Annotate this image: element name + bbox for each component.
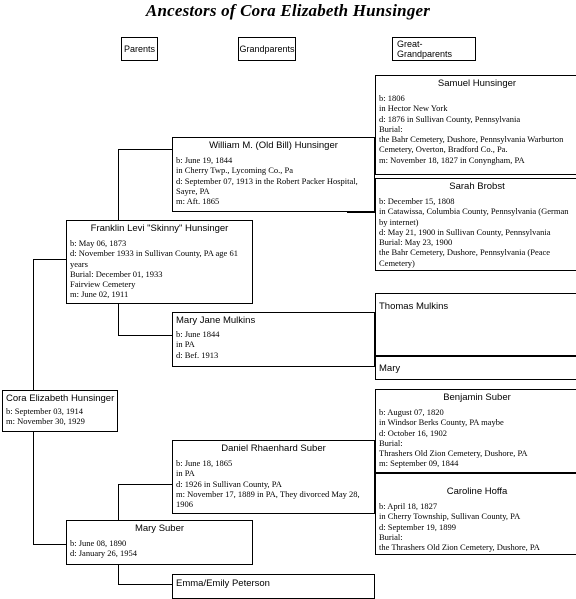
connector-line: [347, 212, 375, 213]
person-detail: d: November 1933 in Sullivan County, PA age 61 years: [70, 248, 238, 269]
person-thomas[interactable]: [375, 293, 576, 356]
person-daniel[interactable]: [172, 440, 375, 514]
person-samuel[interactable]: [375, 75, 576, 175]
person-emma[interactable]: [172, 574, 375, 599]
connector-line: [118, 484, 172, 485]
connector-line: [33, 544, 66, 545]
person-detail: b: April 18, 1827: [379, 501, 438, 511]
person-william[interactable]: [172, 137, 375, 212]
person-detail: m: June 02, 1911: [70, 289, 129, 300]
person-name: William M. (Old Bill) Hunsinger: [209, 140, 338, 151]
person-detail: b: June 18, 1865: [176, 458, 233, 468]
person-detail: in Catawissa, Columbia County, Pennsylvania (German by internet): [379, 206, 569, 227]
person-detail: b: June 19, 1844: [176, 155, 233, 165]
person-detail: Fairview Cemetery: [70, 279, 136, 290]
person-name: Daniel Rhaenhard Suber: [221, 443, 326, 454]
person-detail: b: 1806: [379, 93, 405, 103]
header-parents: Parents: [121, 37, 158, 61]
person-detail: b: June 1844: [176, 329, 220, 339]
person-name: Mary Suber: [134, 523, 185, 534]
header-great-grandparents: Great-Grandparents: [392, 37, 476, 61]
connector-line: [118, 149, 172, 150]
person-detail: in Hector New York: [379, 103, 448, 114]
connector-line: [33, 432, 34, 544]
connector-line: [118, 565, 119, 584]
person-detail: d: May 21, 1900 in Sullivan County, Pennsylvania: [379, 226, 551, 237]
connector-line: [118, 304, 119, 335]
person-mary-jane[interactable]: [172, 312, 375, 367]
person-mary[interactable]: [375, 356, 576, 380]
person-detail: b: May 06, 1873: [70, 238, 127, 248]
person-franklin[interactable]: [66, 220, 253, 304]
person-name: Samuel Hunsinger: [437, 78, 517, 89]
connector-line: [118, 584, 172, 585]
person-detail: m: Aft. 1865: [176, 196, 220, 207]
person-detail: d: October 16, 1902: [379, 427, 447, 438]
person-name: Benjamin Suber: [443, 392, 511, 403]
person-detail: d: September 07, 1913 in the Robert Packer Hospital, Sayre, PA: [176, 175, 358, 196]
person-name: Emma/Emily Peterson: [176, 578, 270, 589]
connector-line: [118, 335, 172, 336]
person-detail: m: September 09, 1844: [379, 458, 459, 469]
person-detail: b: August 07, 1820: [379, 407, 444, 417]
person-detail: b: December 15, 1808: [379, 196, 455, 206]
person-detail: b: June 08, 1890: [70, 538, 127, 548]
person-detail: b: September 03, 1914: [6, 406, 83, 416]
person-detail: Burial:: [379, 437, 403, 448]
person-sarah[interactable]: [375, 178, 576, 271]
person-detail: d: 1876 in Sullivan County, Pennsylvania: [379, 113, 521, 124]
person-name: Mary: [379, 363, 401, 374]
person-detail: Burial:: [379, 531, 403, 542]
person-name: Cora Elizabeth Hunsinger: [6, 393, 115, 404]
person-mary-suber[interactable]: [66, 520, 253, 565]
person-detail: in PA: [176, 339, 195, 350]
person-detail: the Bahr Cemetery, Dushore, Pennsylvania (Peace Cemetery): [379, 247, 551, 268]
person-detail: in PA: [176, 468, 195, 479]
person-detail: d: January 26, 1954: [70, 548, 138, 559]
person-caroline[interactable]: [375, 473, 576, 555]
person-detail: d: Bef. 1913: [176, 349, 219, 360]
person-detail: Burial:: [379, 123, 403, 134]
person-name: Caroline Hoffa: [446, 486, 508, 497]
header-grandparents: Grandparents: [238, 37, 296, 61]
person-detail: d: September 19, 1899: [379, 521, 456, 532]
person-detail: d: 1926 in Sullivan County, PA: [176, 478, 282, 489]
connector-line: [118, 149, 119, 220]
person-name: Sarah Brobst: [449, 181, 505, 192]
person-name: Mary Jane Mulkins: [176, 315, 256, 326]
person-detail: in Windsor Berks County, PA maybe: [379, 417, 504, 428]
chart-title: Ancestors of Cora Elizabeth Hunsinger: [145, 1, 431, 20]
person-detail: Burial: May 23, 1900: [379, 237, 453, 248]
person-name: Franklin Levi "Skinny" Hunsinger: [90, 223, 229, 234]
connector-line: [33, 259, 66, 260]
person-detail: in Cherry Twp., Lycoming Co., Pa: [176, 165, 294, 176]
person-detail: m: November 17, 1889 in PA, They divorced May 28, 1906: [176, 488, 360, 510]
person-name: Thomas Mulkins: [379, 301, 449, 312]
connector-line: [33, 259, 34, 390]
person-detail: in Cherry Township, Sullivan County, PA: [379, 511, 521, 522]
person-detail: m: November 30, 1929: [6, 416, 85, 427]
person-benjamin[interactable]: [375, 389, 576, 473]
person-detail: the Thrashers Old Zion Cemetery, Dushore, PA: [379, 542, 540, 553]
connector-line: [118, 484, 119, 520]
person-cora[interactable]: [2, 390, 118, 432]
person-detail: Thrashers Old Zion Cemetery, Dushore, PA: [379, 448, 528, 459]
person-detail: m: November 18, 1827 in Conyngham, PA: [379, 154, 525, 165]
person-detail: Burial: December 01, 1933: [70, 268, 163, 279]
person-detail: the Bahr Cemetery, Dushore, Pennsylvania Warburton Cemetery, Overton, Bradford Co., Pa.: [379, 134, 564, 155]
